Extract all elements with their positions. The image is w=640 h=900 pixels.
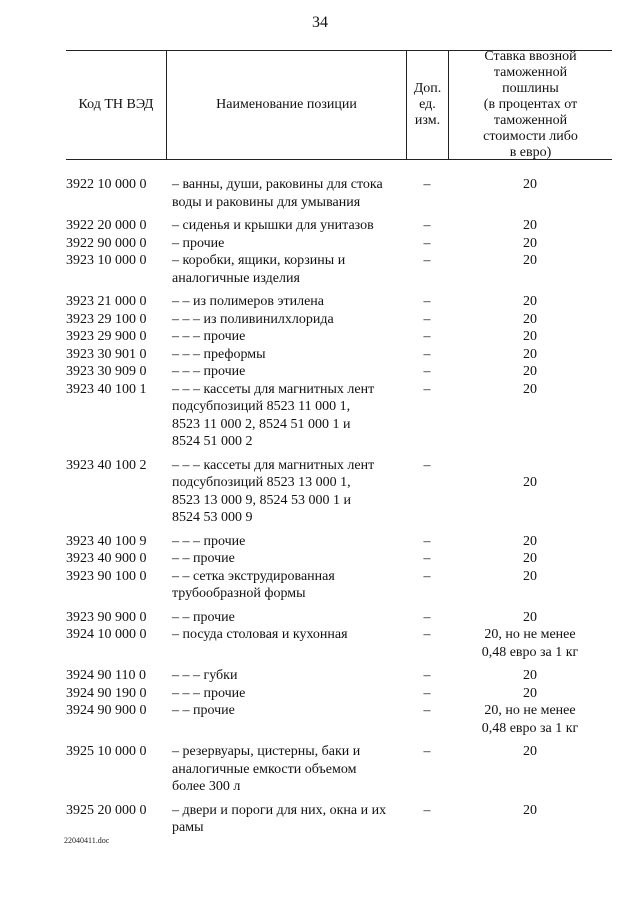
position-name — [170, 685, 406, 703]
duty-rate — [448, 685, 612, 703]
duty-rate — [448, 176, 612, 194]
duty-rate — [448, 293, 612, 311]
position-name — [170, 533, 406, 551]
header-rate-line: стоимости либо — [483, 129, 578, 144]
position-name-line: аналогичные емкости объемом — [172, 761, 357, 777]
table-row — [66, 381, 612, 451]
additional-unit: – — [423, 346, 431, 362]
duty-rate — [448, 626, 612, 661]
table-row — [66, 533, 612, 551]
tnved-code: 3923 29 900 0 — [66, 329, 147, 344]
duty-rate-line: 20 — [523, 551, 537, 566]
tnved-code: 3923 30 901 0 — [66, 346, 147, 362]
tnved-code: 3923 29 100 0 — [66, 311, 147, 327]
additional-unit: – — [423, 551, 431, 566]
tnved-code: 3923 90 900 0 — [66, 609, 147, 625]
position-name-line: рамы — [172, 820, 204, 835]
header-rate — [448, 51, 612, 159]
table-row — [66, 346, 612, 364]
duty-rate — [448, 328, 612, 346]
table-row — [66, 311, 612, 329]
tnved-code: 3923 40 100 2 — [66, 457, 147, 473]
tnved-code: 3923 21 000 0 — [66, 294, 147, 309]
position-name-line: подсубпозиций 8523 13 000 1, — [172, 475, 351, 490]
table-row — [66, 626, 612, 661]
duty-rate — [448, 802, 612, 820]
duty-rate-line: 20 — [523, 668, 537, 683]
position-name — [170, 743, 406, 796]
position-name-line: – – прочие — [172, 551, 235, 566]
additional-unit: – — [423, 802, 431, 818]
table-row — [66, 328, 612, 346]
header-name: Наименование позиции — [166, 51, 406, 159]
position-name-line: воды и раковины для умывания — [172, 194, 361, 210]
tnved-code: 3923 40 900 0 — [66, 551, 147, 566]
position-name-line: 8523 11 000 2, 8524 51 000 1 и — [172, 416, 351, 432]
table-header — [66, 50, 612, 160]
position-name — [170, 667, 406, 685]
additional-unit: – — [423, 744, 431, 759]
tnved-code: 3922 10 000 0 — [66, 177, 147, 192]
tnved-code: 3923 10 000 0 — [66, 253, 147, 268]
duty-rate-line: 20 — [523, 609, 537, 625]
header-rate-line: пошлины — [502, 81, 559, 96]
table-row — [66, 176, 612, 211]
header-rate-line: в евро) — [509, 145, 552, 160]
duty-rate — [448, 311, 612, 329]
header-unit-line: ед. — [419, 97, 436, 112]
additional-unit: – — [423, 311, 431, 327]
position-name — [170, 346, 406, 364]
position-name-line: – коробки, ящики, корзины и — [172, 253, 346, 268]
duty-rate-line: 20 — [523, 253, 537, 268]
duty-rate-line: 20 — [523, 346, 537, 362]
tnved-code: 3922 90 000 0 — [66, 235, 147, 251]
tnved-code: 3924 10 000 0 — [66, 627, 147, 642]
duty-rate-line: 20 — [523, 294, 537, 309]
table-row — [66, 667, 612, 685]
header-rate-line: (в процентах от — [483, 97, 578, 112]
additional-unit: – — [423, 235, 431, 251]
table-row — [66, 609, 612, 627]
duty-rate-line: 20 — [523, 218, 537, 233]
position-name-line: – посуда столовая и кухонная — [172, 627, 348, 642]
page-number: 34 — [312, 14, 328, 31]
table-row — [66, 293, 612, 311]
position-name-line: 8523 13 000 9, 8524 53 000 1 и — [172, 492, 351, 508]
duty-rate — [448, 235, 612, 253]
tnved-code: 3923 30 909 0 — [66, 364, 147, 379]
duty-rate-line: 20 — [523, 568, 537, 584]
duty-rate-line: 20, но не менее — [484, 703, 576, 718]
duty-rate — [448, 743, 612, 761]
table-row — [66, 702, 612, 737]
table-row — [66, 743, 612, 796]
position-name-line: 8524 51 000 2 — [172, 434, 253, 449]
table-row — [66, 363, 612, 381]
tnved-code: 3925 20 000 0 — [66, 802, 147, 818]
position-name — [170, 293, 406, 311]
duty-rate-line: 20 — [523, 311, 537, 327]
additional-unit: – — [423, 685, 431, 701]
position-name-line: 8524 53 000 9 — [172, 510, 253, 525]
position-name — [170, 626, 406, 644]
position-name-line: – ванны, души, раковины для стока — [172, 177, 383, 192]
additional-unit: – — [423, 381, 431, 397]
additional-unit: – — [423, 253, 431, 268]
duty-rate-line: 20 — [523, 235, 537, 251]
position-name-line: – – – кассеты для магнитных лент — [172, 457, 375, 473]
additional-unit: – — [423, 457, 431, 473]
position-name-line: – сиденья и крышки для унитазов — [172, 218, 374, 233]
position-name-line: – – – губки — [172, 668, 238, 683]
position-name-line: подсубпозиций 8523 11 000 1, — [172, 399, 351, 414]
position-name — [170, 609, 406, 627]
tariff-table-body — [66, 176, 612, 837]
table-row — [66, 568, 612, 603]
position-name-line: – – – преформы — [172, 346, 266, 362]
position-name — [170, 252, 406, 287]
position-name-line: – – сетка экструдированная — [172, 568, 335, 584]
position-name-line: – прочие — [172, 235, 225, 251]
table-row — [66, 217, 612, 235]
position-name — [170, 702, 406, 720]
table-row — [66, 802, 612, 837]
position-name-line: – – прочие — [172, 703, 235, 718]
tnved-code: 3924 90 190 0 — [66, 685, 147, 701]
position-name-line: более 300 л — [172, 779, 241, 794]
duty-rate-line: 20 — [523, 475, 537, 490]
duty-rate — [448, 457, 612, 492]
footer-filename: 22040411.doc — [64, 836, 110, 845]
table-row — [66, 252, 612, 287]
position-name-line: – резервуары, цистерны, баки и — [172, 744, 361, 759]
position-name — [170, 457, 406, 527]
duty-rate — [448, 217, 612, 235]
duty-rate — [448, 252, 612, 270]
duty-rate-line: 0,48 евро за 1 кг — [481, 720, 579, 736]
position-name-line: – – – прочие — [172, 329, 246, 344]
duty-rate-line: 20, но не менее — [484, 627, 576, 642]
position-name-line: – – прочие — [172, 609, 235, 625]
additional-unit: – — [423, 218, 431, 233]
duty-rate — [448, 346, 612, 364]
tnved-code: 3924 90 900 0 — [66, 703, 147, 718]
position-name — [170, 802, 406, 837]
position-name-line: – – – прочие — [172, 364, 246, 379]
table-row — [66, 457, 612, 527]
position-name-line: трубообразной формы — [172, 586, 306, 601]
position-name-line: – – – прочие — [172, 685, 246, 701]
duty-rate-line: 20 — [523, 685, 537, 701]
additional-unit: – — [423, 329, 431, 344]
position-name — [170, 311, 406, 329]
header-rate-line: таможенной — [493, 113, 568, 128]
duty-rate — [448, 363, 612, 381]
additional-unit: – — [423, 703, 431, 718]
header-rate-line: Ставка ввозной — [484, 49, 577, 64]
position-name-line: – двери и пороги для них, окна и их — [172, 802, 387, 818]
additional-unit: – — [423, 177, 431, 192]
additional-unit: – — [423, 568, 431, 584]
duty-rate-line: 20 — [523, 744, 537, 759]
duty-rate-line: 20 — [523, 533, 537, 549]
position-name — [170, 328, 406, 346]
tnved-code: 3923 40 100 9 — [66, 533, 147, 549]
header-rate-line: таможенной — [493, 65, 568, 80]
duty-rate — [448, 550, 612, 568]
tnved-code: 3925 10 000 0 — [66, 744, 147, 759]
position-name — [170, 568, 406, 603]
duty-rate-line: 20 — [523, 381, 537, 397]
header-unit — [406, 51, 448, 159]
position-name-line: – – из полимеров этилена — [172, 294, 325, 309]
table-row — [66, 685, 612, 703]
duty-rate — [448, 667, 612, 685]
additional-unit: – — [423, 294, 431, 309]
position-name — [170, 235, 406, 253]
tnved-code: 3923 90 100 0 — [66, 568, 147, 584]
header-code: Код ТН ВЭД — [78, 97, 154, 112]
position-name — [170, 176, 406, 211]
position-name — [170, 550, 406, 568]
duty-rate — [448, 381, 612, 399]
duty-rate-line: 20 — [523, 364, 537, 379]
duty-rate-line — [448, 457, 612, 475]
table-row — [66, 550, 612, 568]
duty-rate — [448, 568, 612, 586]
position-name-line: – – – кассеты для магнитных лент — [172, 381, 375, 397]
tnved-code: 3922 20 000 0 — [66, 218, 147, 233]
duty-rate-line: 20 — [523, 802, 537, 818]
position-name-line: – – – из поливинилхлорида — [172, 311, 334, 327]
tnved-code: 3924 90 110 0 — [66, 668, 146, 683]
table-row — [66, 235, 612, 253]
position-name — [170, 363, 406, 381]
tnved-code: 3923 40 100 1 — [66, 381, 147, 397]
header-unit-line: изм. — [414, 113, 441, 128]
duty-rate-line: 20 — [523, 329, 537, 344]
position-name — [170, 381, 406, 451]
duty-rate — [448, 609, 612, 627]
duty-rate-line: 0,48 евро за 1 кг — [481, 644, 579, 660]
position-name-line: аналогичные изделия — [172, 270, 300, 286]
header-unit-line: Доп. — [413, 81, 442, 96]
additional-unit: – — [423, 364, 431, 379]
duty-rate-line: 20 — [523, 177, 537, 192]
duty-rate — [448, 533, 612, 551]
additional-unit: – — [423, 609, 431, 625]
additional-unit: – — [423, 668, 431, 683]
duty-rate — [448, 702, 612, 737]
additional-unit: – — [423, 533, 431, 549]
additional-unit: – — [423, 627, 431, 642]
position-name-line: – – – прочие — [172, 533, 246, 549]
position-name — [170, 217, 406, 235]
